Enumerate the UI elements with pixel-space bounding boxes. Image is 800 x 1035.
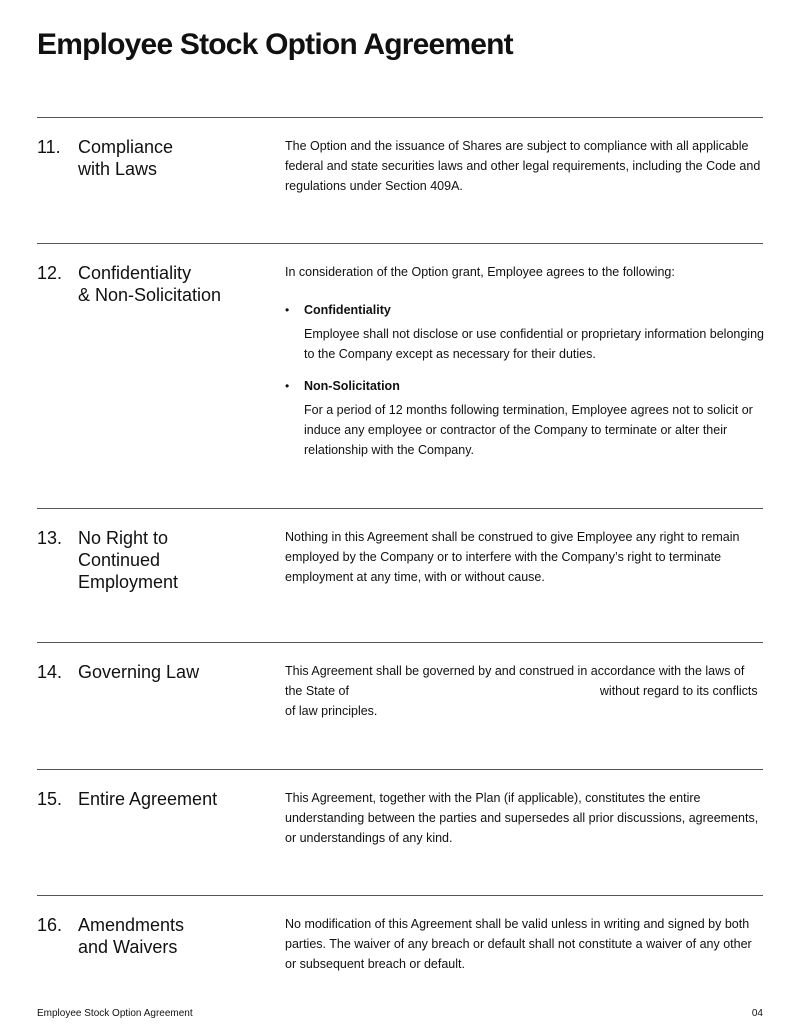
section-divider [37, 642, 763, 643]
section-number: 13. [37, 528, 63, 548]
section-heading: Governing Law [78, 662, 200, 682]
section-heading: No Right to Continued Employment [78, 528, 179, 592]
section-body [285, 661, 765, 721]
section-heading: Entire Agreement [78, 789, 218, 809]
section-divider [37, 243, 763, 244]
section-text: The Option and the issuance of Shares are subject to compliance with all applicable federal and state securities laws and other legal requirements, including the Code and regulations under Section 409A. [285, 139, 761, 193]
section-heading: Confidentiality & Non-Solicitation [78, 263, 222, 305]
bullet-item-confidentiality [285, 300, 765, 364]
section-intro: In consideration of the Option grant, Employee agrees to the following: [285, 265, 675, 279]
section-number: 14. [37, 662, 63, 682]
section-number: 12. [37, 263, 63, 283]
section-body [285, 527, 765, 587]
governing-law-text-after: without regard to its conflicts of law principles. [285, 684, 758, 718]
section-divider [37, 117, 763, 118]
bullet-text: Employee shall not disclose or use confidential or proprietary information belonging to the Company except as necessary for their duties. [304, 327, 764, 361]
section-divider [37, 769, 763, 770]
section-body [285, 788, 765, 848]
section-number: 16. [37, 915, 63, 935]
section-text: This Agreement, together with the Plan (if applicable), constitutes the entire understanding between the parties and supersedes all prior discussions, agreements, or understandings of any kind. [285, 791, 759, 845]
section-body [285, 262, 765, 460]
bullet-icon: • [285, 303, 290, 317]
section-divider [37, 895, 763, 896]
section-heading: Compliance with Laws [78, 137, 174, 179]
section-text [285, 661, 765, 721]
section-text: Nothing in this Agreement shall be construed to give Employee any right to remain employed by the Company or to interfere with the Company’s right to terminate employment at any time, with or without cause. [285, 530, 740, 584]
bullet-icon: • [285, 379, 290, 393]
governing-law-text-before: This Agreement shall be governed by and construed in accordance with the laws of the State of [285, 664, 745, 698]
bullet-title: Non-Solicitation [304, 379, 400, 393]
section-heading: Amendments and Waivers [78, 915, 185, 957]
section-text: No modification of this Agreement shall be valid unless in writing and signed by both parties. The waiver of any breach or default shall not constitute a waiver of any other or subsequent breach or default. [285, 917, 752, 971]
footer-document-title: Employee Stock Option Agreement [37, 1008, 193, 1019]
bullet-text: For a period of 12 months following termination, Employee agrees not to solicit or induce any employee or contractor of the Company to terminate or alter their relationship with the Company. [304, 403, 753, 457]
section-number: 15. [37, 789, 63, 809]
page-title: Employee Stock Option Agreement [37, 28, 513, 61]
section-divider [37, 508, 763, 509]
bullet-item-non-solicitation [285, 376, 765, 460]
section-body [285, 136, 765, 196]
section-number: 11. [37, 137, 61, 157]
section-body [285, 914, 765, 974]
bullet-title: Confidentiality [304, 303, 391, 317]
page-number: 04 [751, 1008, 763, 1019]
